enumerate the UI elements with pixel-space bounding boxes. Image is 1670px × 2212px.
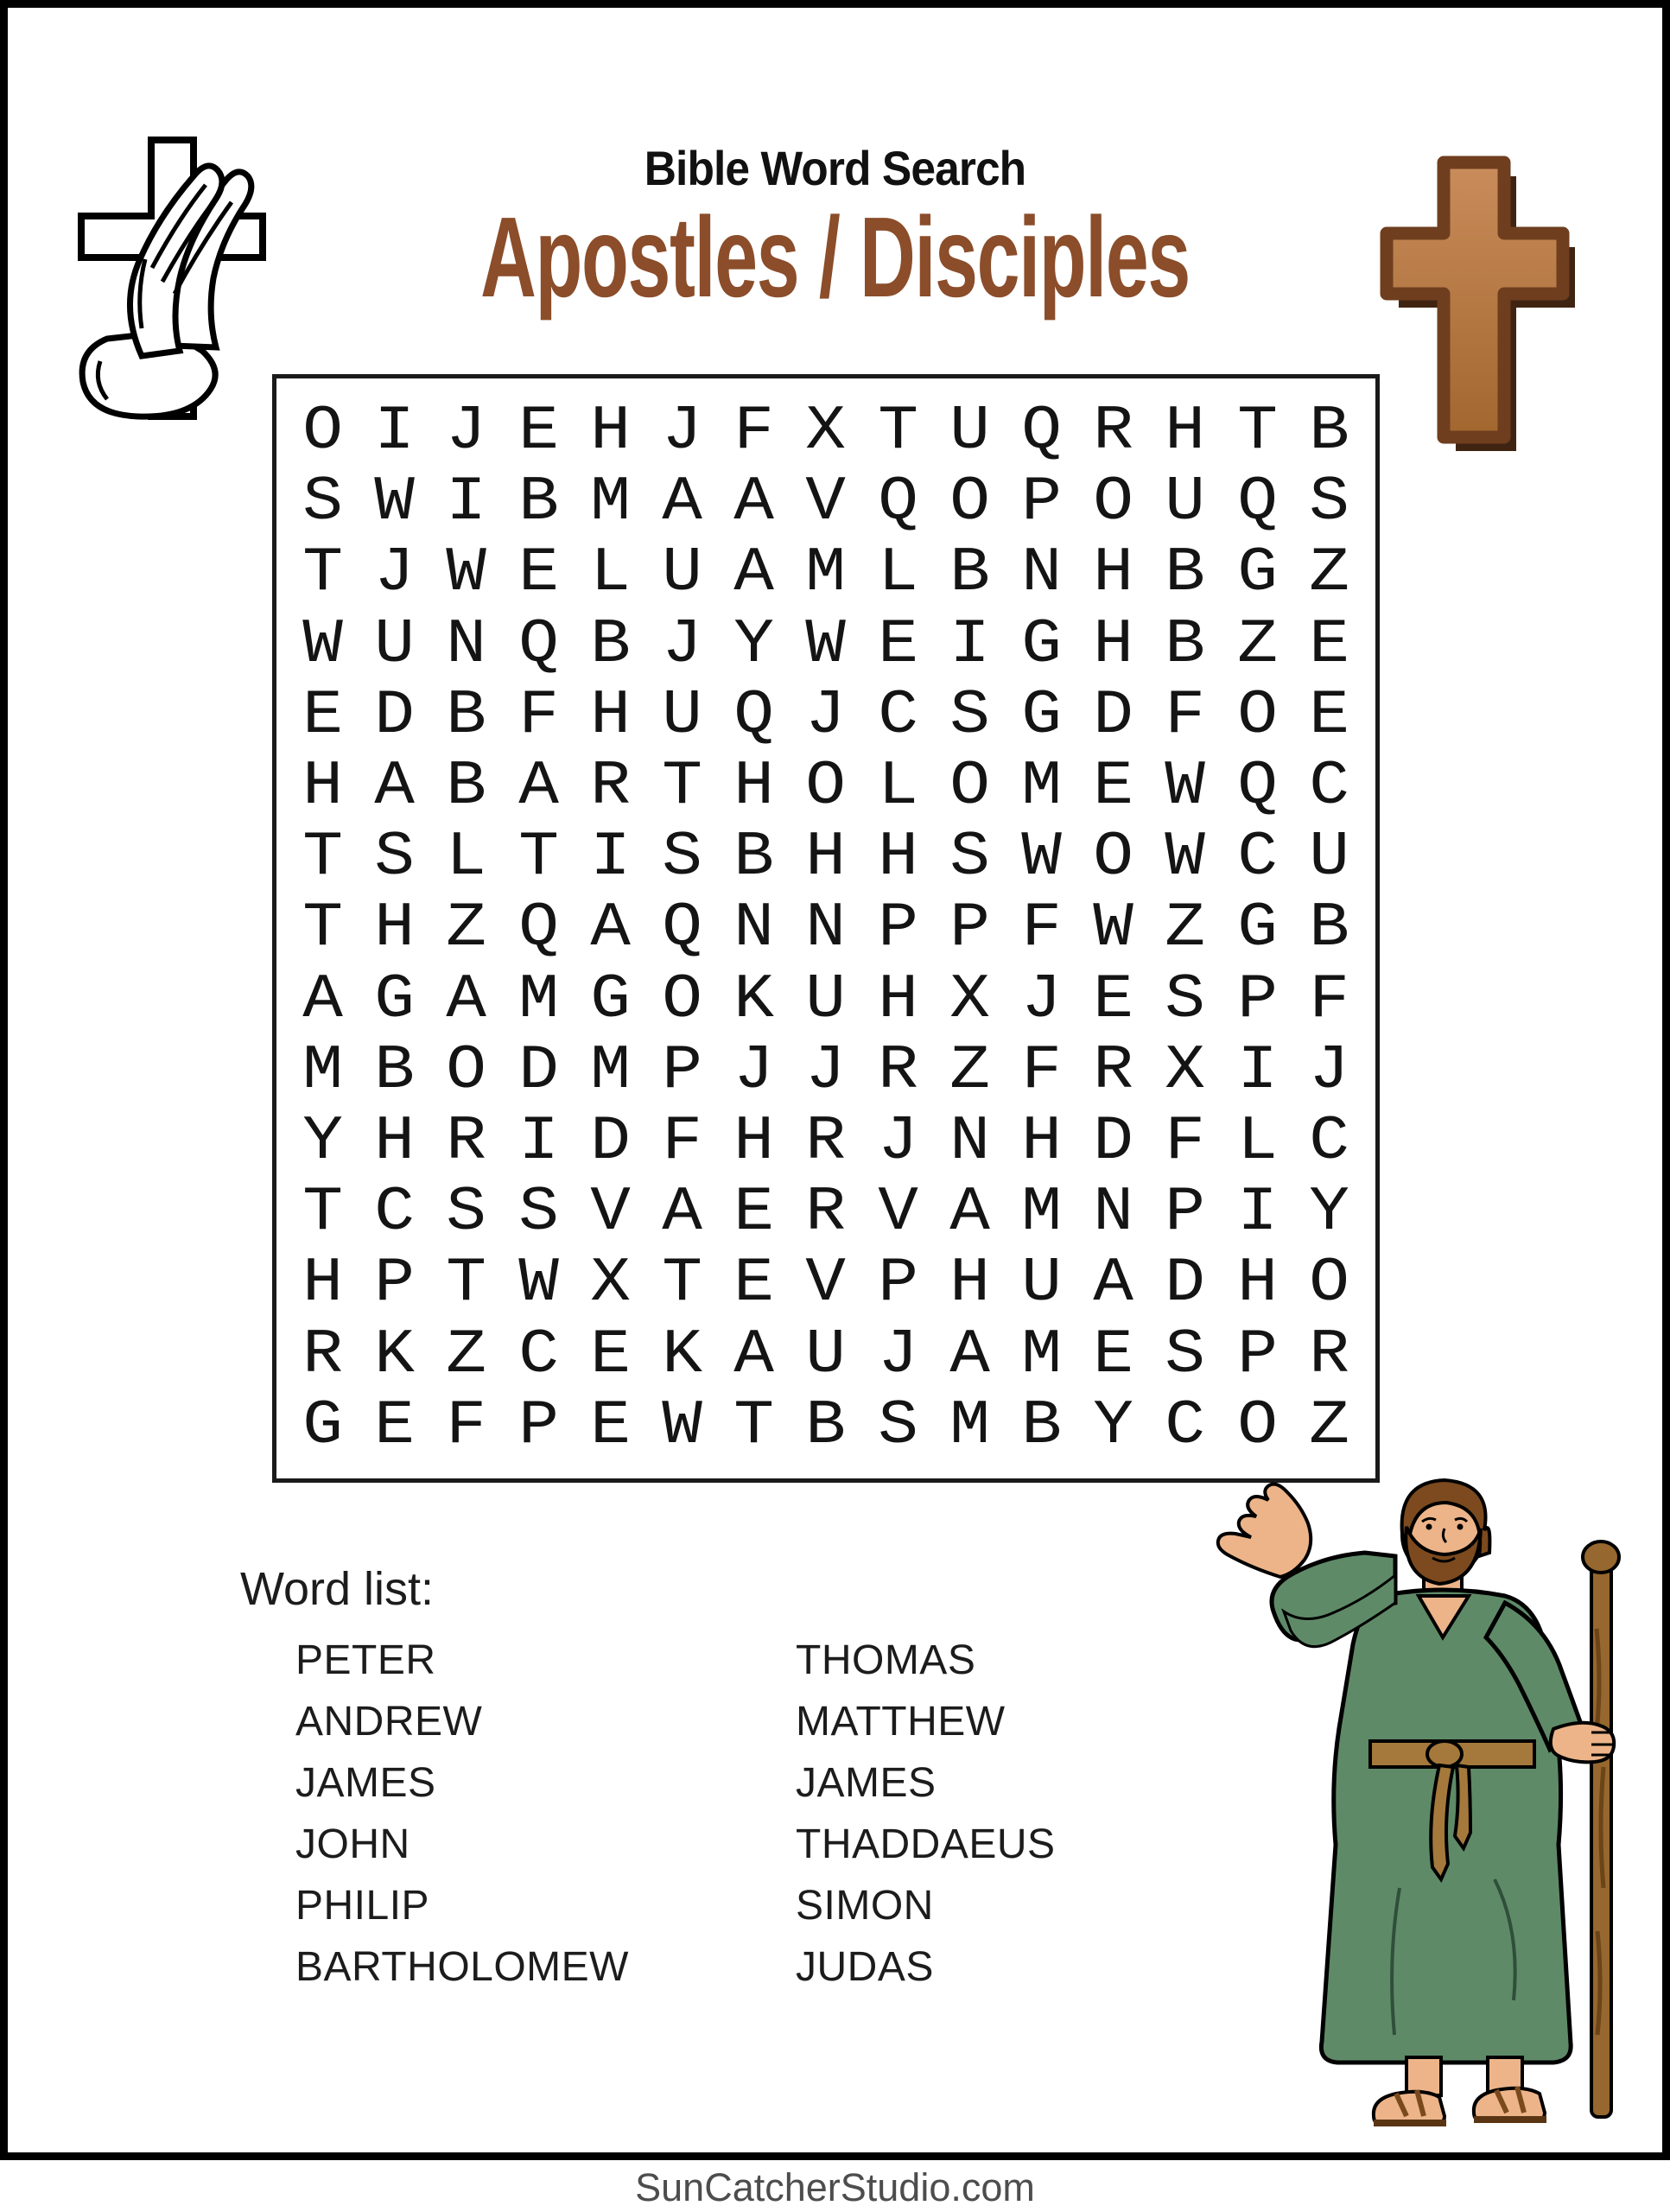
grid-letter: O — [446, 1034, 487, 1106]
grid-letter: F — [518, 679, 559, 751]
grid-letter: J — [662, 608, 702, 680]
grid-letter: X — [805, 396, 847, 467]
grid-letter: D — [1093, 679, 1134, 751]
grid-letter: A — [662, 467, 702, 538]
grid-letter: J — [877, 1319, 918, 1390]
grid-letter: S — [662, 822, 702, 893]
grid-letter: I — [446, 467, 487, 538]
grid-letter: J — [733, 1034, 775, 1106]
grid-letter: O — [1236, 679, 1278, 751]
grid-letter: I — [374, 396, 416, 467]
word-list-item: THADDAEUS — [796, 1821, 1056, 1867]
grid-letter: F — [1165, 1106, 1206, 1178]
grid-letter: B — [805, 1389, 847, 1461]
grid-letter: T — [662, 1248, 702, 1319]
grid-letter: S — [949, 822, 990, 893]
grid-letter: E — [877, 608, 918, 680]
grid-letter: U — [662, 679, 702, 751]
grid-letter: I — [590, 822, 631, 893]
grid-letter: A — [733, 467, 775, 538]
grid-letter: N — [1021, 537, 1062, 609]
cross-icon — [1376, 152, 1577, 460]
grid-letter: G — [590, 963, 631, 1035]
grid-letter: T — [302, 1177, 343, 1249]
grid-letter: M — [518, 963, 559, 1035]
word-list-item: ANDREW — [295, 1699, 483, 1745]
grid-letter: S — [1165, 963, 1206, 1035]
grid-letter: A — [302, 963, 343, 1035]
grid-letter: E — [733, 1248, 775, 1319]
grid-letter: H — [1236, 1248, 1278, 1319]
grid-letter: R — [1093, 396, 1134, 467]
grid-letter: B — [590, 608, 631, 680]
grid-letter: H — [877, 822, 918, 893]
grid-letter: H — [302, 1248, 343, 1319]
grid-letter: A — [1093, 1248, 1134, 1319]
grid-letter: U — [805, 1319, 847, 1390]
grid-letter: W — [1165, 822, 1206, 893]
grid-letter: W — [302, 608, 343, 680]
grid-letter: N — [805, 893, 847, 964]
grid-letter: Q — [1236, 751, 1278, 823]
grid-letter: E — [590, 1389, 631, 1461]
page-title: Apostles / Disciples — [480, 194, 1190, 321]
grid-letter: R — [805, 1177, 847, 1249]
grid-letter: T — [302, 822, 343, 893]
grid-letter: P — [1021, 467, 1062, 538]
grid-letter: W — [1093, 893, 1134, 964]
grid-letter: O — [949, 751, 990, 823]
grid-letter: C — [374, 1177, 416, 1249]
grid-letter: Y — [302, 1106, 343, 1178]
grid-letter: O — [805, 751, 847, 823]
grid-letter: U — [1309, 822, 1349, 893]
grid-letter: S — [518, 1177, 559, 1249]
word-list-item: MATTHEW — [796, 1699, 1006, 1745]
word-list-right-column — [796, 1630, 1056, 1998]
grid-letter: P — [1236, 963, 1278, 1035]
grid-letter: E — [1309, 679, 1349, 751]
grid-letter: Q — [518, 608, 559, 680]
grid-letter: R — [1309, 1319, 1349, 1390]
grid-letter: O — [1309, 1248, 1349, 1319]
word-list-item: SIMON — [796, 1883, 934, 1929]
grid-letter: K — [662, 1319, 702, 1390]
grid-letter: J — [1309, 1034, 1349, 1106]
grid-letter: G — [1236, 893, 1278, 964]
grid-letter: Z — [1165, 893, 1206, 964]
footer-site-credit: SunCatcherStudio.com — [635, 2165, 1035, 2209]
grid-letter: B — [446, 751, 487, 823]
grid-letter: H — [1021, 1106, 1062, 1178]
grid-letter: N — [446, 608, 487, 680]
word-list-item: JAMES — [295, 1760, 436, 1806]
page-kicker: Bible Word Search — [644, 141, 1026, 195]
grid-letter: V — [805, 1248, 847, 1319]
grid-letter: I — [1236, 1177, 1278, 1249]
grid-letter: Y — [1309, 1177, 1349, 1249]
grid-letter: M — [1021, 1177, 1062, 1249]
grid-letter: G — [1021, 608, 1062, 680]
grid-letter: Z — [446, 893, 487, 964]
grid-letter: T — [733, 1389, 775, 1461]
grid-letter: O — [662, 963, 702, 1035]
grid-letter: S — [877, 1389, 918, 1461]
grid-letter: H — [302, 751, 343, 823]
grid-letter: B — [1309, 893, 1349, 964]
grid-letter: R — [1093, 1034, 1134, 1106]
grid-letter: D — [1165, 1248, 1206, 1319]
grid-letter: P — [662, 1034, 702, 1106]
grid-letter: O — [1236, 1389, 1278, 1461]
word-list-item: JOHN — [295, 1821, 410, 1867]
grid-letter: D — [1093, 1106, 1134, 1178]
grid-letter: J — [374, 537, 416, 609]
grid-letter: H — [733, 751, 775, 823]
grid-letter: Z — [949, 1034, 990, 1106]
grid-letter: U — [805, 963, 847, 1035]
grid-letter: L — [446, 822, 487, 893]
grid-letter: L — [877, 751, 918, 823]
grid-letter: T — [877, 396, 918, 467]
grid-letter: L — [1236, 1106, 1278, 1178]
grid-letter: P — [949, 893, 990, 964]
grid-letter: H — [590, 396, 631, 467]
word-list-left-column — [295, 1630, 629, 1998]
grid-letter: W — [805, 608, 847, 680]
grid-letter: T — [446, 1248, 487, 1319]
word-list-item: BARTHOLOMEW — [295, 1944, 629, 1990]
grid-letter: E — [1309, 608, 1349, 680]
grid-letter: X — [590, 1248, 631, 1319]
grid-letter: X — [949, 963, 990, 1035]
grid-letter: H — [877, 963, 918, 1035]
grid-letter: T — [1236, 396, 1278, 467]
grid-letter: N — [1093, 1177, 1134, 1249]
grid-letter: P — [877, 1248, 918, 1319]
grid-letter: C — [1165, 1389, 1206, 1461]
grid-letter: U — [1021, 1248, 1062, 1319]
grid-letter: W — [446, 537, 487, 609]
grid-letter: U — [1165, 467, 1206, 538]
grid-letter: Y — [1093, 1389, 1134, 1461]
grid-letter: P — [877, 893, 918, 964]
grid-letter: Z — [1309, 537, 1349, 609]
grid-letter: M — [302, 1034, 343, 1106]
word-list-item: THOMAS — [796, 1637, 976, 1683]
grid-letter: O — [1093, 822, 1134, 893]
grid-letter: F — [733, 396, 775, 467]
grid-letter: Q — [1236, 467, 1278, 538]
grid-letter: E — [1093, 751, 1134, 823]
grid-letter: L — [877, 537, 918, 609]
grid-letter: P — [1236, 1319, 1278, 1390]
grid-letter: S — [302, 467, 343, 538]
grid-letter: G — [302, 1389, 343, 1461]
grid-letter: W — [518, 1248, 559, 1319]
grid-letter: C — [877, 679, 918, 751]
grid-letter: E — [733, 1177, 775, 1249]
grid-letter: E — [1093, 963, 1134, 1035]
grid-letter: R — [302, 1319, 343, 1390]
grid-letter: B — [1021, 1389, 1062, 1461]
grid-letter: G — [1236, 537, 1278, 609]
grid-letter: H — [1165, 396, 1206, 467]
grid-letter: A — [374, 751, 416, 823]
grid-letter: B — [949, 537, 990, 609]
grid-letter: R — [805, 1106, 847, 1178]
grid-letter: Z — [446, 1319, 487, 1390]
grid-letter: M — [1021, 1319, 1062, 1390]
grid-letter: M — [590, 1034, 631, 1106]
grid-letter: N — [949, 1106, 990, 1178]
word-list-label: Word list: — [240, 1563, 435, 1615]
grid-letter: J — [805, 1034, 847, 1106]
grid-letter: W — [1021, 822, 1062, 893]
grid-letter: C — [518, 1319, 559, 1390]
grid-letter: C — [1236, 822, 1278, 893]
grid-letter: Q — [518, 893, 559, 964]
grid-letter: Q — [733, 679, 775, 751]
grid-letter: H — [374, 893, 416, 964]
grid-letter: T — [302, 537, 343, 609]
grid-letter: P — [1165, 1177, 1206, 1249]
grid-letter: R — [877, 1034, 918, 1106]
grid-letter: W — [374, 467, 416, 538]
grid-letter: L — [590, 537, 631, 609]
grid-letter: E — [518, 537, 559, 609]
grid-letter: Q — [662, 893, 702, 964]
grid-letter: J — [446, 396, 487, 467]
grid-letter: U — [662, 537, 702, 609]
grid-letter: F — [1165, 679, 1206, 751]
grid-letter: C — [1309, 751, 1349, 823]
grid-letter: A — [733, 1319, 775, 1390]
grid-letter: J — [1021, 963, 1062, 1035]
grid-letter: S — [446, 1177, 487, 1249]
grid-letter: H — [733, 1106, 775, 1178]
grid-letter: O — [1093, 467, 1134, 538]
grid-letter: B — [733, 822, 775, 893]
grid-letter: B — [518, 467, 559, 538]
grid-letter: Z — [1236, 608, 1278, 680]
grid-letter: E — [302, 679, 343, 751]
grid-letter: D — [590, 1106, 631, 1178]
grid-letter: V — [805, 467, 847, 538]
grid-letter: B — [374, 1034, 416, 1106]
apostle-illustration — [1201, 1473, 1624, 2134]
word-list-item: PHILIP — [295, 1883, 430, 1929]
grid-letter: F — [662, 1106, 702, 1178]
grid-letter: F — [1021, 893, 1062, 964]
grid-letter: K — [374, 1319, 416, 1390]
grid-letter: A — [446, 963, 487, 1035]
grid-letter: A — [518, 751, 559, 823]
grid-letter: H — [1093, 537, 1134, 609]
grid-letter: E — [374, 1389, 416, 1461]
word-search-grid — [272, 374, 1380, 1483]
grid-letter: M — [1021, 751, 1062, 823]
grid-letter: C — [1309, 1106, 1349, 1178]
grid-letter: H — [374, 1106, 416, 1178]
grid-letter: G — [374, 963, 416, 1035]
grid-letter: A — [662, 1177, 702, 1249]
grid-letter: I — [949, 608, 990, 680]
grid-letter: H — [590, 679, 631, 751]
grid-letter: W — [662, 1389, 702, 1461]
grid-letter: H — [805, 822, 847, 893]
grid-letter: H — [1093, 608, 1134, 680]
grid-letter: T — [518, 822, 559, 893]
grid-letter: T — [662, 751, 702, 823]
grid-letter: B — [1309, 396, 1349, 467]
grid-letter: W — [1165, 751, 1206, 823]
grid-letter: O — [949, 467, 990, 538]
grid-letter: F — [1021, 1034, 1062, 1106]
grid-letter: V — [590, 1177, 631, 1249]
grid-letter: S — [1309, 467, 1349, 538]
grid-letter: O — [302, 396, 343, 467]
grid-letter: J — [805, 679, 847, 751]
grid-letter: Q — [1021, 396, 1062, 467]
grid-letter: Q — [877, 467, 918, 538]
grid-letter: R — [446, 1106, 487, 1178]
grid-letter: A — [590, 893, 631, 964]
grid-letter: U — [374, 608, 416, 680]
grid-letter: Y — [733, 608, 775, 680]
grid-letter: T — [302, 893, 343, 964]
grid-letter: F — [446, 1389, 487, 1461]
grid-letter: I — [518, 1106, 559, 1178]
grid-letter: M — [949, 1389, 990, 1461]
grid-letter: E — [590, 1319, 631, 1390]
grid-letter: M — [590, 467, 631, 538]
word-list-item: JAMES — [796, 1760, 937, 1806]
grid-letter: S — [1165, 1319, 1206, 1390]
grid-letter: S — [374, 822, 416, 893]
grid-letter: V — [877, 1177, 918, 1249]
grid-letter: A — [733, 537, 775, 609]
grid-letter: P — [374, 1248, 416, 1319]
grid-letter: D — [518, 1034, 559, 1106]
word-list-item: JUDAS — [796, 1944, 934, 1990]
grid-letter: B — [1165, 608, 1206, 680]
grid-letter: X — [1165, 1034, 1206, 1106]
grid-letter: B — [1165, 537, 1206, 609]
grid-letter: J — [662, 396, 702, 467]
grid-letter: U — [949, 396, 990, 467]
grid-letter: H — [949, 1248, 990, 1319]
grid-letter: E — [1093, 1319, 1134, 1390]
grid-letter: N — [733, 893, 775, 964]
grid-letter: B — [446, 679, 487, 751]
grid-letter: Z — [1309, 1389, 1349, 1461]
grid-letter: S — [949, 679, 990, 751]
grid-letter: A — [949, 1319, 990, 1390]
grid-letter: A — [949, 1177, 990, 1249]
grid-letter: E — [518, 396, 559, 467]
grid-letter: F — [1309, 963, 1349, 1035]
grid-letter: R — [590, 751, 631, 823]
grid-letter: K — [733, 963, 775, 1035]
grid-letter: D — [374, 679, 416, 751]
word-list-item: PETER — [295, 1637, 436, 1683]
grid-letter: G — [1021, 679, 1062, 751]
grid-letter: J — [877, 1106, 918, 1178]
grid-letter: I — [1236, 1034, 1278, 1106]
grid-letter: M — [805, 537, 847, 609]
grid-letter: P — [518, 1389, 559, 1461]
